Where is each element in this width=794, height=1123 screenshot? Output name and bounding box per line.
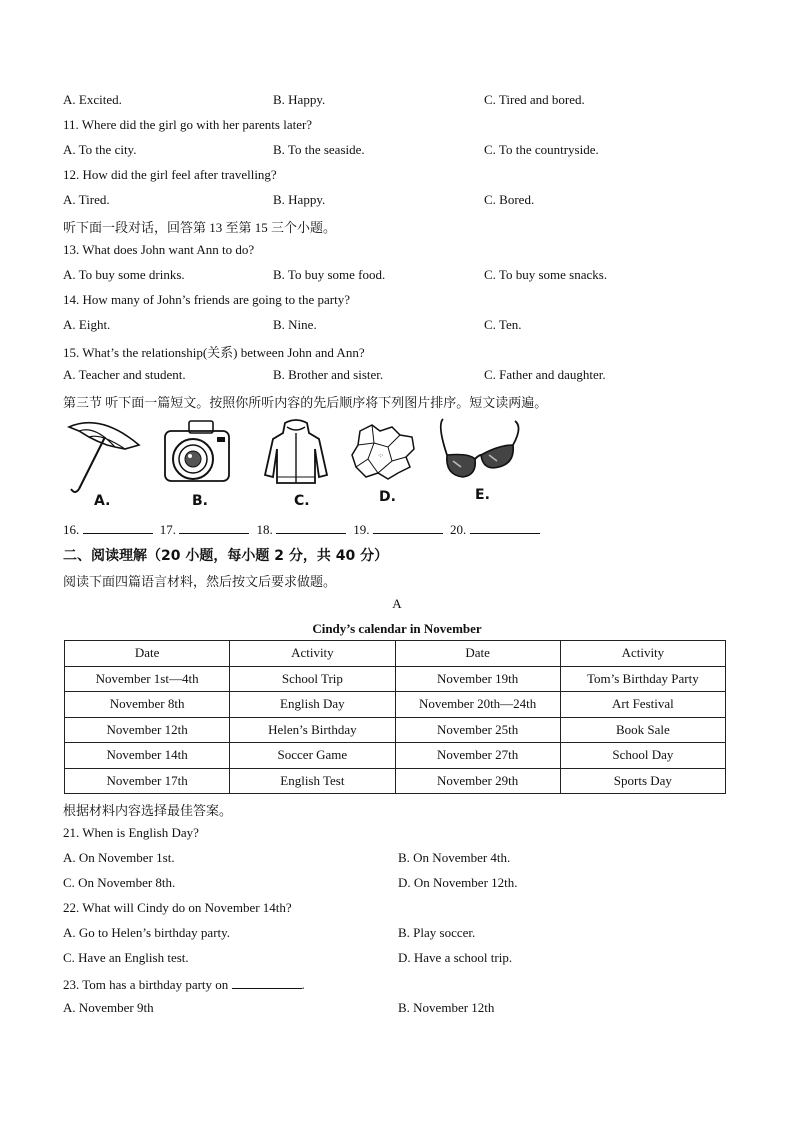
picture-e-label: E. [475,487,490,503]
table-cell: November 8th [65,692,230,718]
q23-question-suffix: . [301,977,305,992]
table-row [65,743,726,769]
table-cell: English Test [230,768,395,794]
q15-question: 15. What’s the relationship(关系) between John and Ann? [63,345,365,360]
q14-option-b: B. Nine. [273,317,317,332]
q15-option-a: A. Teacher and student. [63,367,186,382]
passage-label: A [392,596,402,611]
q12-option-a: A. Tired. [63,192,110,207]
blank-17-number: 17. [159,522,176,537]
table-cell: November 17th [65,768,230,794]
picture-row [63,415,533,515]
q15-option-b: B. Brother and sister. [273,367,384,382]
sunglasses-icon [433,415,523,485]
q10-option-a: A. Excited. [63,92,122,107]
blank-16[interactable] [83,520,153,534]
q11-option-b: B. To the seaside. [273,142,365,157]
table-row [65,692,726,718]
q13-question: 13. What does John want Ann to do? [63,242,255,257]
table-cell: Art Festival [560,692,725,718]
blank-17[interactable] [179,520,249,534]
table-cell: November 25th [395,717,560,743]
q22-option-c: C. Have an English test. [63,950,189,965]
blank-20-number: 20. [450,522,467,537]
calendar-table [64,640,726,794]
camera-icon [161,417,235,487]
table-cell: Tom’s Birthday Party [560,666,725,692]
blank-16-number: 16. [63,522,80,537]
table-cell: November 20th—24th [395,692,560,718]
q21-option-a: A. On November 1st. [63,850,175,865]
q23-option-b: B. November 12th [398,1000,495,1015]
table-row [65,666,726,692]
q12-option-b: B. Happy. [273,192,326,207]
q12-option-c: C. Bored. [484,192,535,207]
blank-18-number: 18. [256,522,273,537]
picture-d-label: D. [379,489,396,505]
table-cell: November 29th [395,768,560,794]
q13-option-a: A. To buy some drinks. [63,267,185,282]
header-activity: Activity [560,641,725,667]
q21-option-b: B. On November 4th. [398,850,511,865]
part2-title: 二、阅读理解（20 小题，每小题 2 分，共 40 分） [63,548,389,564]
q23-question-prefix: 23. Tom has a birthday party on [63,977,229,992]
table-cell: November 12th [65,717,230,743]
table-cell: Helen’s Birthday [230,717,395,743]
q21-option-d: D. On November 12th. [398,875,518,890]
umbrella-icon [65,415,143,495]
header-date: Date [65,641,230,667]
jacket-icon [263,419,329,487]
section3-instruction: 第三节 听下面一篇短文。按照你所听内容的先后顺序将下列图片排序。短文读两遍。 [63,395,548,410]
q15-option-c: C. Father and daughter. [484,367,606,382]
header-date: Date [395,641,560,667]
table-cell: November 27th [395,743,560,769]
blank-19-number: 19. [353,522,370,537]
table-cell: November 19th [395,666,560,692]
answer-blanks [63,520,544,538]
table-cell: School Trip [230,666,395,692]
table-row [65,768,726,794]
q13-option-c: C. To buy some snacks. [484,267,608,282]
table-cell: Soccer Game [230,743,395,769]
q11-question: 11. Where did the girl go with her parents later? [63,117,313,132]
q21-option-c: C. On November 8th. [63,875,176,890]
q23-blank[interactable] [232,975,302,989]
q13-option-b: B. To buy some food. [273,267,386,282]
q11-option-c: C. To the countryside. [484,142,599,157]
q22-question: 22. What will Cindy do on November 14th? [63,900,292,915]
q14-question: 14. How many of John’s friends are going to the party? [63,292,351,307]
picture-c-label: C. [294,493,310,509]
picture-b-label: B. [192,493,208,509]
picture-a-label: A. [94,493,111,509]
q14-option-a: A. Eight. [63,317,111,332]
blank-18[interactable] [276,520,346,534]
q14-option-c: C. Ten. [484,317,522,332]
q11-option-a: A. To the city. [63,142,137,157]
table-cell: November 14th [65,743,230,769]
table-cell: November 1st—4th [65,666,230,692]
header-activity: Activity [230,641,395,667]
q10-option-c: C. Tired and bored. [484,92,585,107]
table-cell: English Day [230,692,395,718]
q21-question: 21. When is English Day? [63,825,199,840]
table-cell: Sports Day [560,768,725,794]
table-cell: School Day [560,743,725,769]
map-icon [348,421,420,483]
q23-option-a: A. November 9th [63,1000,154,1015]
blank-20[interactable] [470,520,540,534]
table-row [65,717,726,743]
dialog-instruction: 听下面一段对话，回答第 13 至第 15 三个小题。 [63,220,337,235]
svg-text:·:·: ·:· [378,453,384,459]
part2-instruction: 阅读下面四篇语言材料，然后按文后要求做题。 [63,574,337,589]
blank-19[interactable] [373,520,443,534]
q23-question [63,975,305,993]
q22-option-d: D. Have a school trip. [398,950,513,965]
calendar-title: Cindy’s calendar in November [312,621,482,636]
q22-option-b: B. Play soccer. [398,925,476,940]
q22-option-a: A. Go to Helen’s birthday party. [63,925,231,940]
reading-instruction: 根据材料内容选择最佳答案。 [63,803,233,818]
q10-option-b: B. Happy. [273,92,326,107]
table-cell: Book Sale [560,717,725,743]
q12-question: 12. How did the girl feel after travelling? [63,167,277,182]
table-header-row [65,641,726,667]
